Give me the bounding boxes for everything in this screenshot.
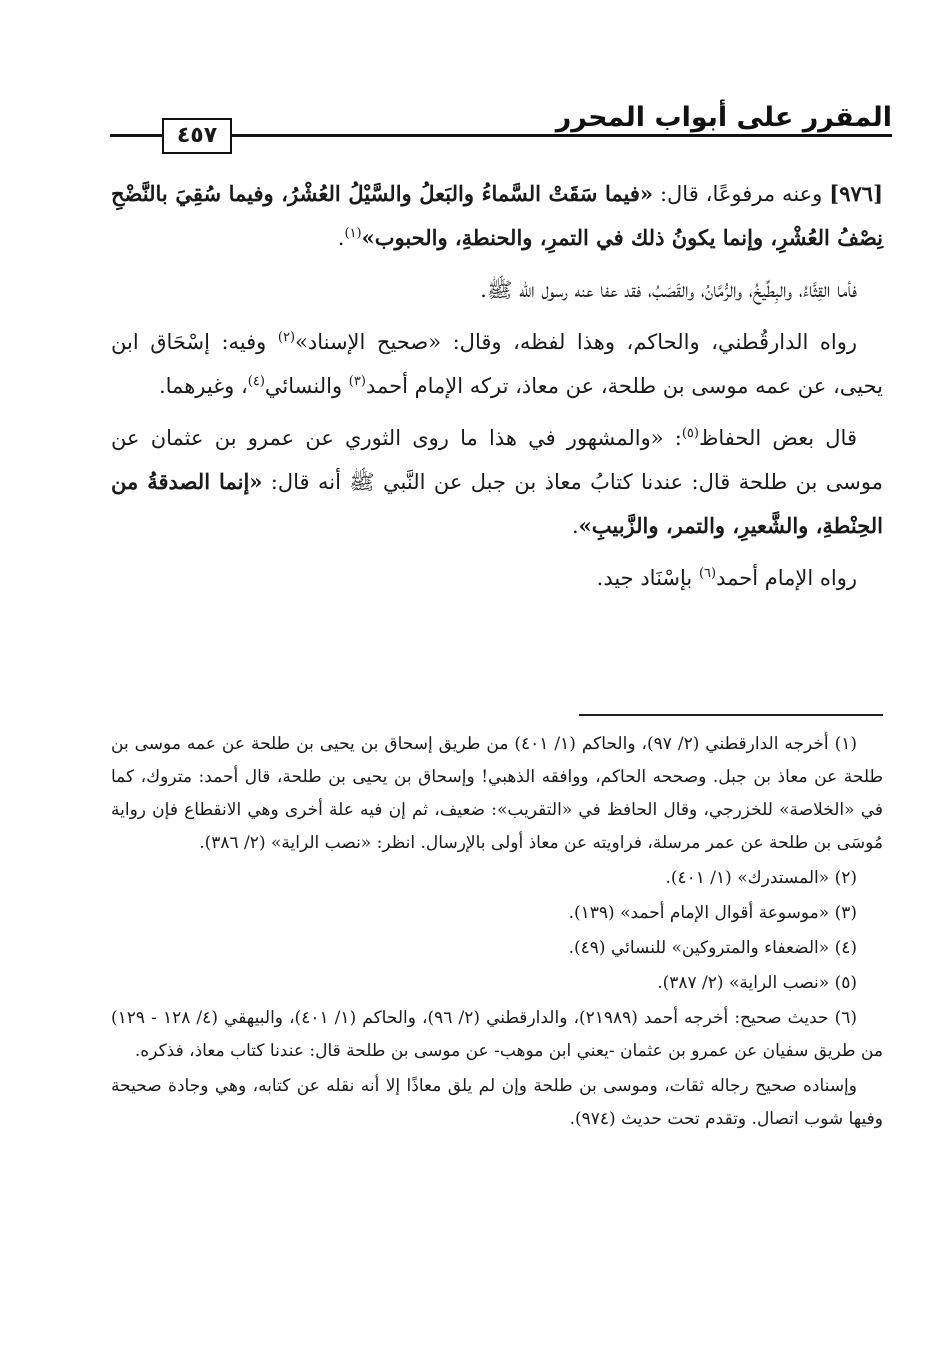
ahmad-paragraph (111, 556, 883, 600)
page-header (110, 100, 892, 154)
narration-text-b: وفيه: إسْحَاق ابن يحيى، عن عمه موسى بن طلحة، عن معاذ، تركه الإمام أحمد (111, 330, 883, 398)
footnote-1: (١) أخرجه الدارقطني (٢/ ٩٧)، والحاكم (١/ ٤٠١) من طريق إسحاق بن يحيى بن طلحة عن عمه موسى بن طلحة عن معاذ بن جبل. وصححه الحاكم، ووافقه الذهبي! وإسحاق بن يحيى بن طلحة، قال أحمد: متروك، كما في «الخلاصة» للخزرجي، وقال الحافظ في «التقريب»: ضعيف، ثم إن فيه علة أخرى وهي الانقطاع فإن رواية مُوسَى بن طلحة عن عمر مرسلة، فراويته عن معاذ أولى بالإرسال. انظر: «نصب الراية» (٢/ ٣٨٦). (111, 734, 883, 853)
hafiz-paragraph (111, 416, 883, 548)
hadith-number: [٩٧٦] (829, 181, 883, 206)
hadith-intro: وعنه مرفوعًا، قال: (653, 182, 830, 206)
footnote-6: (٦) حديث صحيح: أخرجه أحمد (٢١٩٨٩)، والدارقطني (٢/ ٩٦)، والحاكم (١/ ٤٠١)، والبيهقي (٤/ ١٢٨ - ١٢٩) من طريق سفيان عن عمرو بن عثمان -يعني ابن موهب- عن موسى بن طلحة قال: عندنا كتاب معاذ، فذكره. (111, 1008, 883, 1061)
hafiz-quote: «إنما الصدقةُ من الحِنْطةِ، والشَّعيرِ، والتمر، والزَّبيبِ» (111, 469, 883, 538)
footnote-ref-5[interactable]: (٥) (681, 426, 699, 441)
hadith-text: «فيما سَقَتْ السَّماءُ والبَعلُ والسَّيْلُ العُشْرُ، وفيما سُقِيَ بالنَّضْحِ نِصْفُ العُشْرِ، وإنما يكونُ ذلك في التمرِ، والحنطةِ، والحبوب» (111, 181, 883, 250)
footnote-5: (٥) «نصب الراية» (٢/ ٣٨٧). (657, 973, 857, 993)
ahmad-text-b: بإسْنَاد جيد. (596, 566, 699, 590)
footnote-ref-3[interactable]: (٣) (348, 374, 366, 389)
running-title: المقرر على أبواب المحرر (555, 102, 892, 133)
hadith-continuation (111, 268, 883, 312)
hadith-end: . (337, 226, 345, 250)
ahmad-text-a: رواه الإمام أحمد (716, 566, 857, 590)
hadith-continuation-text: فأما القِثَّاءُ، والبِطِّيخُ، والرُّمَّانُ، والقَصَبُ، فقد عفا عنه رسول الله ﷺ. (480, 278, 857, 302)
footnote-4: (٤) «الضعفاء والمتروكين» للنسائي (٤٩). (568, 938, 857, 958)
narration-text-a: رواه الدارقُطني، والحاكم، وهذا لفظه، وقال: «صحيح الإسناد» (295, 330, 857, 354)
footnotes (111, 728, 883, 1138)
narration-text-c: والنسائي (264, 374, 349, 398)
footnote-ref-4[interactable]: (٤) (247, 374, 265, 389)
hafiz-text-a: قال بعض الحفاظ (698, 426, 857, 450)
footnote-ref-1[interactable]: (١) (344, 226, 362, 241)
page-number: ٤٥٧ (162, 118, 232, 154)
footnote-2: (٢) «المستدرك» (١/ ٤٠١). (665, 868, 857, 888)
hafiz-end: . (571, 514, 579, 538)
hafiz-text-b: : «والمشهور في هذا ما روى الثوري عن عمرو بن عثمان عن موسى بن طلحة قال: عندنا كتابُ معاذ بن جبل عن النَّبي ﷺ أنه قال: (111, 426, 883, 494)
narration-text-d: ، وغيرهما. (158, 374, 248, 398)
footnote-ref-2[interactable]: (٢) (277, 330, 296, 345)
footnote-3: (٣) «موسوعة أقوال الإمام أحمد» (١٣٩). (568, 903, 857, 923)
narration-paragraph (111, 320, 883, 408)
footnote-separator (579, 714, 883, 716)
main-text (111, 172, 883, 608)
footnote-6-continued: وإسناده صحيح رجاله ثقات، وموسى بن طلحة وإن لم يلق معاذًا إلا أنه نقله عن كتابه، وهي وجادة صحيحة وفيها شوب اتصال. وتقدم تحت حديث (٩٧٤). (111, 1076, 883, 1129)
hadith-paragraph (111, 172, 883, 260)
footnote-ref-6[interactable]: (٦) (698, 566, 717, 581)
